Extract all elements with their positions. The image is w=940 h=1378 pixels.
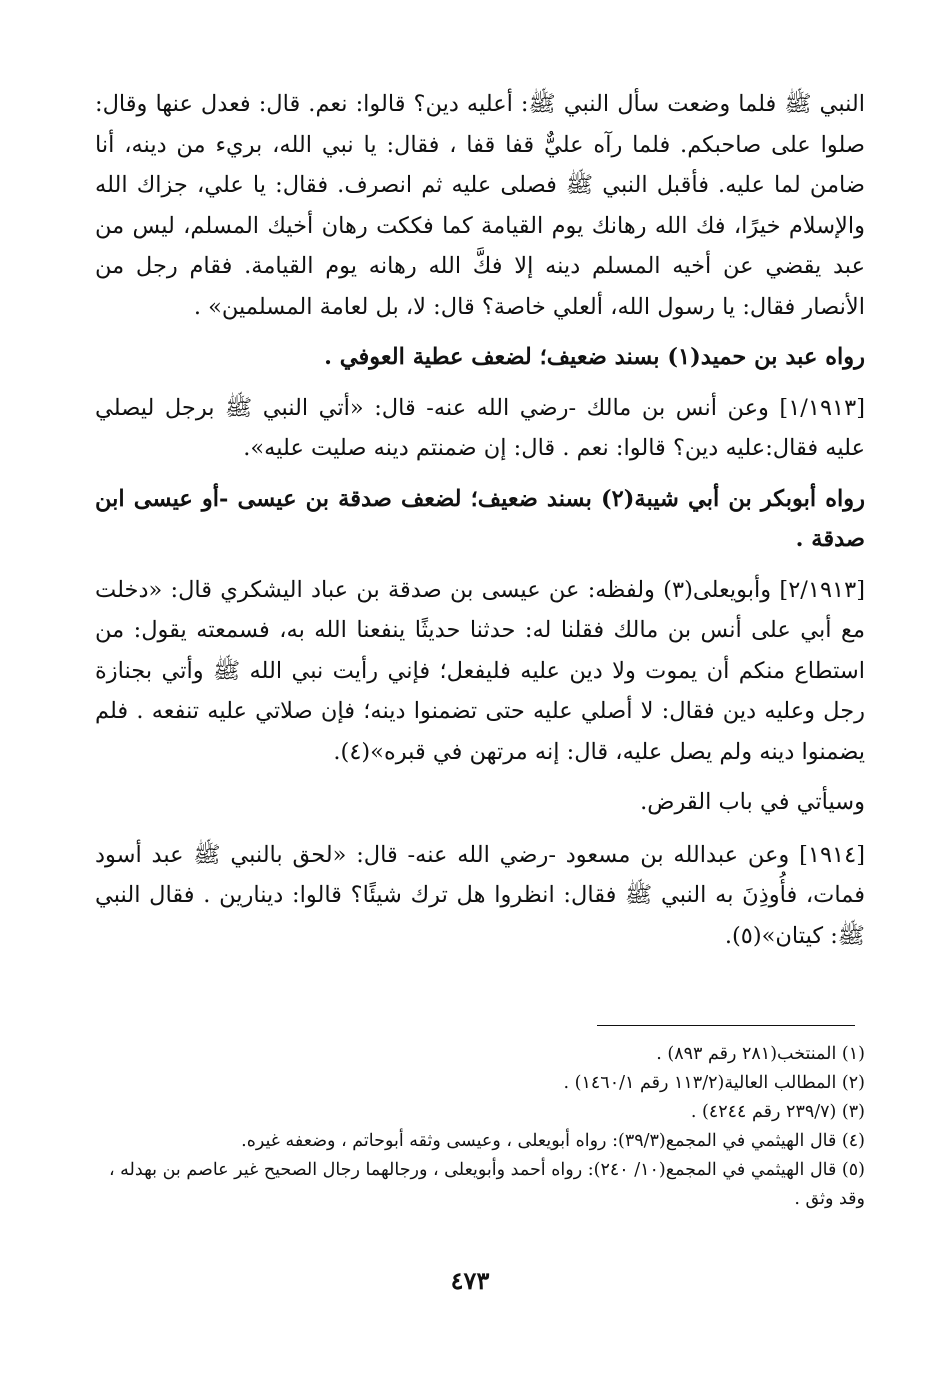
paragraph-see-loan-chapter: وسيأتي في باب القرض.	[640, 789, 865, 815]
page-number: ٤٧٣	[450, 1266, 490, 1295]
footnote-4: (٤) قال الهيثمي في المجمع(٣٩/٣): رواه أبويعلى ، وعيسى وثقه أبوحاتم ، وضعفه غيره.	[241, 1131, 865, 1151]
footnote-3: (٣) (٢٣٩/٧ رقم ٤٢٤٤) .	[690, 1102, 865, 1122]
footnote-1: (١) المنتخب(٢٨١ رقم ٨٩٣) .	[656, 1044, 865, 1064]
main-text	[95, 84, 865, 956]
paragraph-narration-abu-bakr: رواه أبوبكر بن أبي شيبة(٢) بسند ضعيف؛ لضعف صدقة بن عيسى -أو عيسى ابن صدقة .	[95, 485, 866, 552]
paragraph-hadith-1913-1: [١/١٩١٣] وعن أنس بن مالك -رضي الله عنه- قال: «أتي النبي ﷺ برجل ليصلي عليه فقال:عليه دين؟ قالوا: نعم . قال: إن ضمنتم دينه صليت عليه».	[95, 394, 865, 461]
paragraph-narration-abd-bin-humaid: رواه عبد بن حميد(١) بسند ضعيف؛ لضعف عطية العوفي .	[324, 344, 865, 370]
footnote-2: (٢) المطالب العالية(١١٣/٢ رقم ١٤٦٠/١) .	[563, 1073, 865, 1093]
paragraph-hadith-1914: [١٩١٤] وعن عبدالله بن مسعود -رضي الله عنه- قال: «لحق بالنبي ﷺ عبد أسود فمات، فأُوذِنَ به النبي ﷺ فقال: انظروا هل ترك شيئًا؟ قالوا: دينارين . فقال النبي ﷺ: كيتان»(٥).	[95, 841, 865, 949]
paragraph-hadith-1913-2: [٢/١٩١٣] وأبويعلى(٣) ولفظه: عن عيسى بن صدقة بن عباد اليشكري قال: «دخلت مع أبي على أنس بن مالك فقلنا له: حدثنا حديثًا ينفعنا الله به، فسمعته يقول: من استطاع منكم أن يموت ولا دين عليه فليفعل؛ فإني رأيت نبي الله ﷺ وأتي بجنازة رجل وعليه دين فقال: لا أصلي عليه حتى تضمنوا دينه؛ فإن صلاتي عليه تنفعه . فلم يضمنوا دينه ولم يصل عليه، قال: إنه مرتهن في قبره»(٤).	[95, 576, 865, 765]
paragraph-hadith-ali-debt: النبي ﷺ فلما وضعت سأل النبي ﷺ: أعليه دين؟ قالوا: نعم. قال: فعدل عنها وقال: صلوا على صاحبكم. فلما رآه عليٌّ قفا قفا ، فقال: يا نبي الله، بريء من دينه، أنا ضامن لما عليه. فأقبل النبي ﷺ فصلى عليه ثم انصرف. فقال: يا علي، جزاك الله والإسلام خيرًا، فك الله رهانك يوم القيامة كما فككت رهان أخيك المسلم، ليس من عبد يقضي عن أخيه المسلم دينه إلا فكَّ الله رهانه يوم القيامة. فقام رجل من الأنصار فقال: يا رسول الله، ألعلي خاصة؟ قال: لا، بل لعامة المسلمين» .	[95, 91, 865, 320]
footnote-5: (٥) قال الهيثمي في المجمع(١٠/ ٢٤٠): رواه أحمد وأبويعلى ، ورجالهما رجال الصحيح غير عاصم بن بهدله ، وقد وثق .	[108, 1160, 865, 1209]
footnotes	[95, 1040, 865, 1214]
footnote-divider	[597, 1025, 855, 1026]
